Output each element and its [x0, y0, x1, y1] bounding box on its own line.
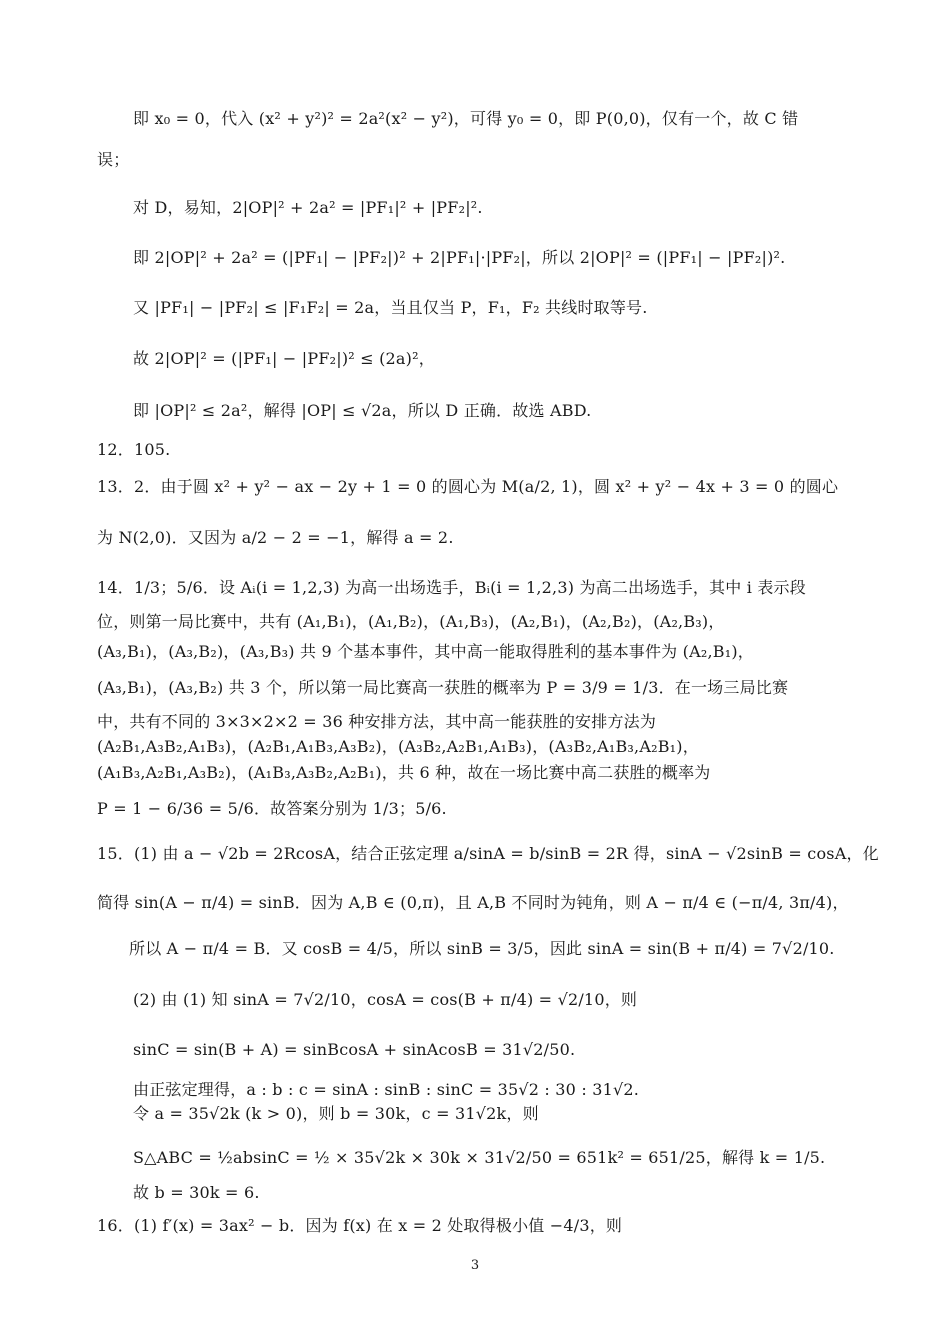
text-line: 令 a = 35√2k (k > 0)，则 b = 30k，c = 31√2k，则	[133, 1104, 539, 1123]
text-line: 14．1/3；5/6．设 Aᵢ(i = 1,2,3) 为高一出场选手，Bᵢ(i = 1,2,3) 为高二出场选手，其中 i 表示段	[97, 578, 806, 597]
page-number: 3	[470, 1258, 480, 1273]
text-line: 即 x₀ = 0，代入 (x² + y²)² = 2a²(x² − y²)，可得 y₀ = 0，即 P(0,0)，仅有一个，故 C 错	[133, 109, 799, 128]
text-line: sinC = sin(B + A) = sinBcosA + sinAcosB = 31√2/50.	[133, 1040, 576, 1059]
text-line: 即 |OP|² ≤ 2a²，解得 |OP| ≤ √2a，所以 D 正确．故选 ABD.	[133, 401, 592, 420]
text-line: P = 1 − 6/36 = 5/6．故答案分别为 1/3；5/6.	[97, 799, 447, 818]
text-line: 16．(1) f′(x) = 3ax² − b．因为 f(x) 在 x = 2 处取得极小值 −4/3，则	[97, 1216, 623, 1235]
text-line: 12．105.	[97, 440, 171, 459]
text-line: 15．(1) 由 a − √2b = 2RcosA，结合正弦定理 a/sinA = b/sinB = 2R 得，sinA − √2sinB = cosA，化	[97, 844, 879, 863]
text-line: 中，共有不同的 3×3×2×2 = 36 种安排方法，其中高一能获胜的安排方法为	[97, 712, 657, 731]
text-line: (A₃,B₁)，(A₃,B₂) 共 3 个，所以第一局比赛高一获胜的概率为 P = 3/9 = 1/3．在一场三局比赛	[97, 678, 789, 697]
text-line: 为 N(2,0)．又因为 a/2 − 2 = −1，解得 a = 2.	[97, 528, 454, 547]
text-line: 即 2|OP|² + 2a² = (|PF₁| − |PF₂|)² + 2|PF₁|·|PF₂|，所以 2|OP|² = (|PF₁| − |PF₂|)².	[133, 248, 786, 267]
text-line: (2) 由 (1) 知 sinA = 7√2/10，cosA = cos(B + π/4) = √2/10，则	[133, 990, 638, 1009]
text-line: 故 b = 30k = 6.	[133, 1183, 260, 1202]
text-line: 又 |PF₁| − |PF₂| ≤ |F₁F₂| = 2a，当且仅当 P，F₁，F₂ 共线时取等号.	[133, 298, 648, 317]
text-line: 误；	[97, 150, 130, 169]
text-line: (A₂B₁,A₃B₂,A₁B₃)，(A₂B₁,A₁B₃,A₃B₂)，(A₃B₂,A₂B₁,A₁B₃)，(A₃B₂,A₁B₃,A₂B₁)，	[97, 737, 699, 756]
text-line: (A₁B₃,A₂B₁,A₃B₂)，(A₁B₃,A₃B₂,A₂B₁)，共 6 种，故在一场比赛中高二获胜的概率为	[97, 763, 711, 782]
text-line: 由正弦定理得，a : b : c = sinA : sinB : sinC = 35√2 : 30 : 31√2.	[133, 1080, 640, 1099]
text-line: 故 2|OP|² = (|PF₁| − |PF₂|)² ≤ (2a)²，	[133, 349, 435, 368]
text-line: 所以 A − π/4 = B．又 cosB = 4/5，所以 sinB = 3/5，因此 sinA = sin(B + π/4) = 7√2/10.	[129, 939, 835, 958]
text-line: 简得 sin(A − π/4) = sinB．因为 A,B ∈ (0,π)，且 A,B 不同时为钝角，则 A − π/4 ∈ (−π/4, 3π/4)，	[97, 893, 849, 912]
text-line: 位，则第一局比赛中，共有 (A₁,B₁)，(A₁,B₂)，(A₁,B₃)，(A₂,B₁)，(A₂,B₂)，(A₂,B₃)，	[97, 612, 725, 631]
text-line: 13．2．由于圆 x² + y² − ax − 2y + 1 = 0 的圆心为 M(a/2, 1)，圆 x² + y² − 4x + 3 = 0 的圆心	[97, 477, 839, 496]
text-line: S△ABC = ½absinC = ½ × 35√2k × 30k × 31√2/50 = 651k² = 651/25，解得 k = 1/5.	[133, 1148, 826, 1167]
text-line: 对 D，易知，2|OP|² + 2a² = |PF₁|² + |PF₂|².	[133, 198, 483, 217]
text-line: (A₃,B₁)，(A₃,B₂)，(A₃,B₃) 共 9 个基本事件，其中高一能取得胜利的基本事件为 (A₂,B₁)，	[97, 642, 754, 661]
